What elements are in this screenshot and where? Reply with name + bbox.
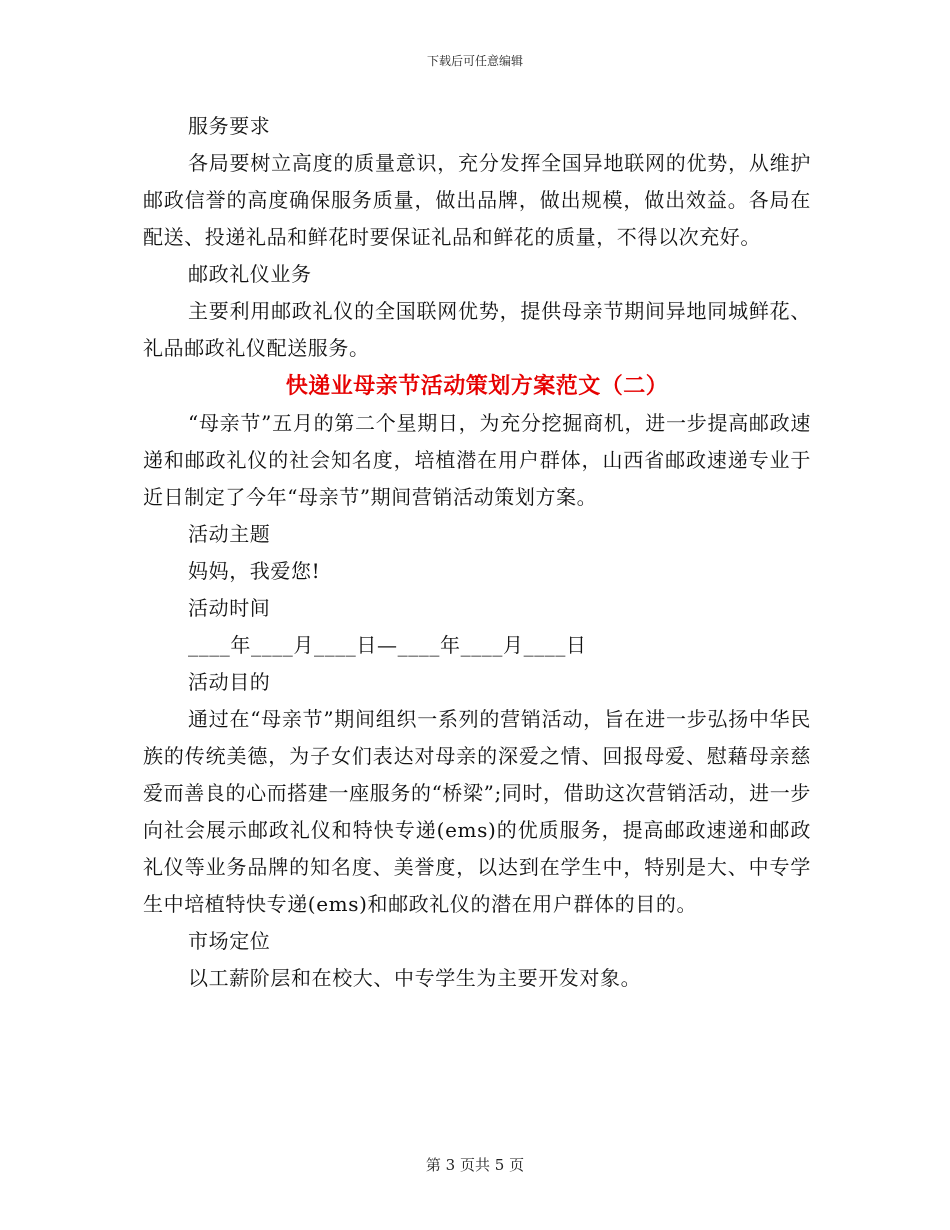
heading-postal-etiquette: 邮政礼仪业务 [188,262,312,286]
paragraph-service-quality: 各局要树立高度的质量意识，充分发挥全国异地联网的优势，从维护邮政信誉的高度确保服务质量，做出品牌，做出规模，做出效益。各局在配送、投递礼品和鲜花时要保证礼品和鲜花的质量，不得以次充好。 [143,151,811,249]
heading-activity-purpose: 活动目的 [188,670,271,694]
document-body [143,108,811,997]
heading-market-positioning: 市场定位 [188,929,271,953]
heading-service-requirements: 服务要求 [188,114,271,138]
paragraph-market-positioning: 以工薪阶层和在校大、中专学生为主要开发对象。 [188,966,642,990]
heading-activity-time: 活动时间 [188,596,271,620]
paragraph-activity-purpose: 通过在“母亲节”期间组织一系列的营销活动，旨在进一步弘扬中华民族的传统美德，为子女们表达对母亲的深爱之情、回报母爱、慰藉母亲慈爱而善良的心而搭建一座服务的“桥梁”;同时，借助这次营销活动，进一步向社会展示邮政礼仪和特快专递(ems)的优质服务，提高邮政速递和邮政礼仪等业务品牌的知名度、美誉度，以达到在学生中，特别是大、中专学生中培植特快专递(ems)和邮政礼仪的潜在用户群体的目的。 [143,707,811,916]
paragraph-postal-etiquette: 主要利用邮政礼仪的全国联网优势，提供母亲节期间异地同城鲜花、礼品邮政礼仪配送服务。 [143,299,811,360]
page-footer: 第 3 页共 5 页 [425,1156,525,1174]
paragraph-intro: “母亲节”五月的第二个星期日，为充分挖掘商机，进一步提高邮政速递和邮政礼仪的社会知名度，培植潜在用户群体，山西省邮政速递专业于近日制定了今年“母亲节”期间营销活动策划方案。 [143,411,811,509]
section-title: 快递业母亲节活动策划方案范文（二） [285,373,669,399]
activity-time-text: ____年____月____日—____年____月____日 [188,633,587,657]
page-header: 下载后可任意编辑 [426,54,523,68]
activity-theme-text: 妈妈，我爱您! [188,559,321,583]
heading-activity-theme: 活动主题 [188,522,271,546]
